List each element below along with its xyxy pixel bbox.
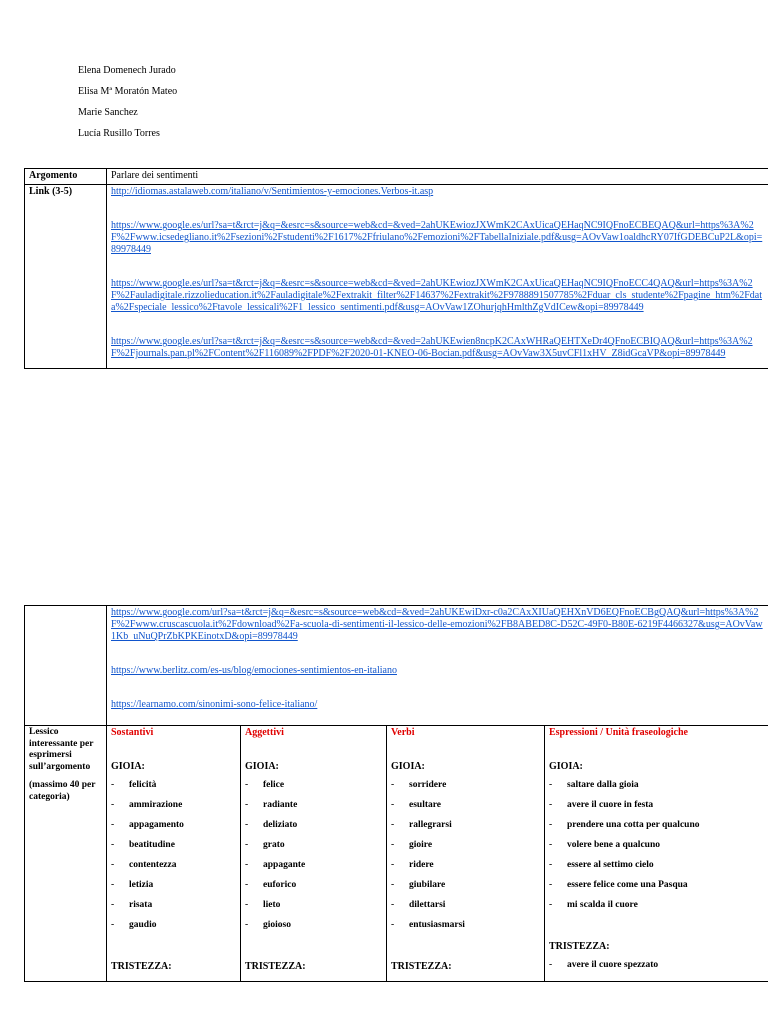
author-name: Lucía Rusillo Torres	[78, 128, 160, 139]
empty-label-cell	[25, 606, 107, 726]
column-header: Aggettivi	[245, 727, 284, 738]
list-item: - euforico	[245, 879, 382, 899]
reference-link[interactable]: https://www.google.es/url?sa=t&rct=j&q=&esrc=s&source=web&cd=&ved=2ahUKEwiozJXWmK2CAxUicaQEHaqNC9IQFnoECC4QAQ&url=https%3A%2F%2Fauladigitale.rizzolieducation.it%2Fauladigitale%2Fextrakit_filter%2F14637%2Fextrakit%2F9788891507785%2Fduar_cls_studente%2Fpagine_htm%2Fdata%2Fspeciale_lessico%2Ftavole_lessicali%2F1_lessico_sentimenti.pdf&usg=AOvVaw1ZOhurjqhHmlthZgVdICew&opi=89978449	[111, 278, 762, 313]
reference-link[interactable]: https://www.google.es/url?sa=t&rct=j&q=&esrc=s&source=web&cd=&ved=2ahUKEwien8ncpK2CAxWHRaQEHTXeDr4QFnoECBIQAQ&url=https%3A%2F%2Fjournals.pan.pl%2FContent%2F116089%2FPDF%2F2020-01-KNEO-06-Bocian.pdf&usg=AOvVaw3X5uvCFl1xHV_Z8idGcaVP&opi=89978449	[111, 336, 753, 359]
list-item: - appagamento	[111, 819, 236, 839]
list-item: - saltare dalla gioia	[549, 779, 765, 799]
column-header: Espressioni / Unità fraseologiche	[549, 727, 688, 738]
column-aggettivi	[241, 726, 387, 982]
column-header: Verbi	[391, 727, 415, 738]
list-item: - essere al settimo cielo	[549, 859, 765, 879]
category-gioia: GIOIA:	[245, 761, 279, 772]
category-tristezza: TRISTEZZA:	[245, 961, 306, 972]
list-item: - prendere una cotta per qualcuno	[549, 819, 765, 839]
list-item: - giubilare	[391, 879, 540, 899]
column-header: Sostantivi	[111, 727, 154, 738]
list-item: - rallegrarsi	[391, 819, 540, 839]
list-item: - radiante	[245, 799, 382, 819]
category-tristezza: TRISTEZZA:	[549, 941, 610, 952]
link-continuation-row	[25, 606, 768, 726]
author-name: Elena Domenech Jurado	[78, 65, 176, 76]
list-item: - avere il cuore spezzato	[549, 959, 765, 979]
list-item: - volere bene a qualcuno	[549, 839, 765, 859]
word-list	[245, 779, 382, 939]
list-item: - ridere	[391, 859, 540, 879]
reference-link[interactable]: http://idiomas.astalaweb.com/italiano/v/Sentimientos-y-emociones.Verbos-it.asp	[111, 186, 434, 197]
category-gioia: GIOIA:	[549, 761, 583, 772]
lessico-note: (massimo 40 per categoria)	[29, 780, 96, 802]
lexicon-table	[24, 605, 768, 982]
argomento-label: Argomento	[25, 169, 107, 185]
authors-block	[78, 65, 177, 149]
author-name: Marie Sanchez	[78, 107, 138, 118]
list-item: - sorridere	[391, 779, 540, 799]
list-item: - gaudio	[111, 919, 236, 939]
list-item: - risata	[111, 899, 236, 919]
lessico-label: Lessico interessante per esprimersi sull’argomento	[29, 727, 94, 772]
list-item: - dilettarsi	[391, 899, 540, 919]
word-list	[549, 959, 765, 979]
list-item: - deliziato	[245, 819, 382, 839]
category-gioia: GIOIA:	[391, 761, 425, 772]
link-list-continued	[107, 606, 768, 726]
link-label: Link (3-5)	[25, 185, 107, 369]
list-item: - ammirazione	[111, 799, 236, 819]
list-item: - gioire	[391, 839, 540, 859]
word-list	[549, 779, 765, 919]
reference-link[interactable]: https://www.google.es/url?sa=t&rct=j&q=&esrc=s&source=web&cd=&ved=2ahUKEwiozJXWmK2CAxUicaQEHaqNC9IQFnoECBEQAQ&url=https%3A%2F%2Fwww.icsedegliano.it%2Fsezioni%2Fstudenti%2F1617%2Ffriulano%2Femozioni%2FTabellaIniziale.pdf&usg=AOvVaw1oaldhcRY07IfGDEBCuP2L&opi=89978449	[111, 220, 763, 255]
argomento-value: Parlare dei sentimenti	[107, 169, 768, 185]
reference-link[interactable]: https://www.berlitz.com/es-us/blog/emociones-sentimientos-en-italiano	[111, 665, 397, 676]
list-item: - gioioso	[245, 919, 382, 939]
list-item: - beatitudine	[111, 839, 236, 859]
argomento-row	[25, 169, 768, 185]
lessico-label-cell	[25, 726, 107, 982]
reference-link[interactable]: https://www.google.com/url?sa=t&rct=j&q=&esrc=s&source=web&cd=&ved=2ahUKEwiDxr-c0a2CAxXIUaQEHXnVD6EQFnoECBgQAQ&url=https%3A%2F%2Fwww.cruscascuola.it%2Fdownload%2Fa-scuola-di-sentimenti-il-lessico-delle-emozioni%2FB8ABED8C-D52C-49F0-B80E-6219F4466327&usg=AOvVaw1Kb_uNuQPrZbKPKEinotxD&opi=89978449	[111, 607, 763, 642]
list-item: - esultare	[391, 799, 540, 819]
column-espressioni	[545, 726, 768, 982]
list-item: - avere il cuore in festa	[549, 799, 765, 819]
word-list	[111, 779, 236, 939]
list-item: - essere felice come una Pasqua	[549, 879, 765, 899]
list-item: - mi scalda il cuore	[549, 899, 765, 919]
category-tristezza: TRISTEZZA:	[111, 961, 172, 972]
list-item: - grato	[245, 839, 382, 859]
list-item: - letizia	[111, 879, 236, 899]
reference-link[interactable]: https://learnamo.com/sinonimi-sono-felice-italiano/	[111, 699, 318, 710]
column-verbi	[387, 726, 545, 982]
list-item: - appagante	[245, 859, 382, 879]
list-item: - contentezza	[111, 859, 236, 879]
list-item: - felicità	[111, 779, 236, 799]
column-sostantivi	[107, 726, 241, 982]
category-gioia: GIOIA:	[111, 761, 145, 772]
topic-table	[24, 168, 768, 369]
lexicon-row	[25, 726, 768, 982]
word-list	[391, 779, 540, 939]
list-item: - entusiasmarsi	[391, 919, 540, 939]
link-row	[25, 185, 768, 369]
link-list	[107, 185, 768, 369]
category-tristezza: TRISTEZZA:	[391, 961, 452, 972]
list-item: - lieto	[245, 899, 382, 919]
list-item: - felice	[245, 779, 382, 799]
author-name: Elisa Mª Moratón Mateo	[78, 86, 178, 97]
